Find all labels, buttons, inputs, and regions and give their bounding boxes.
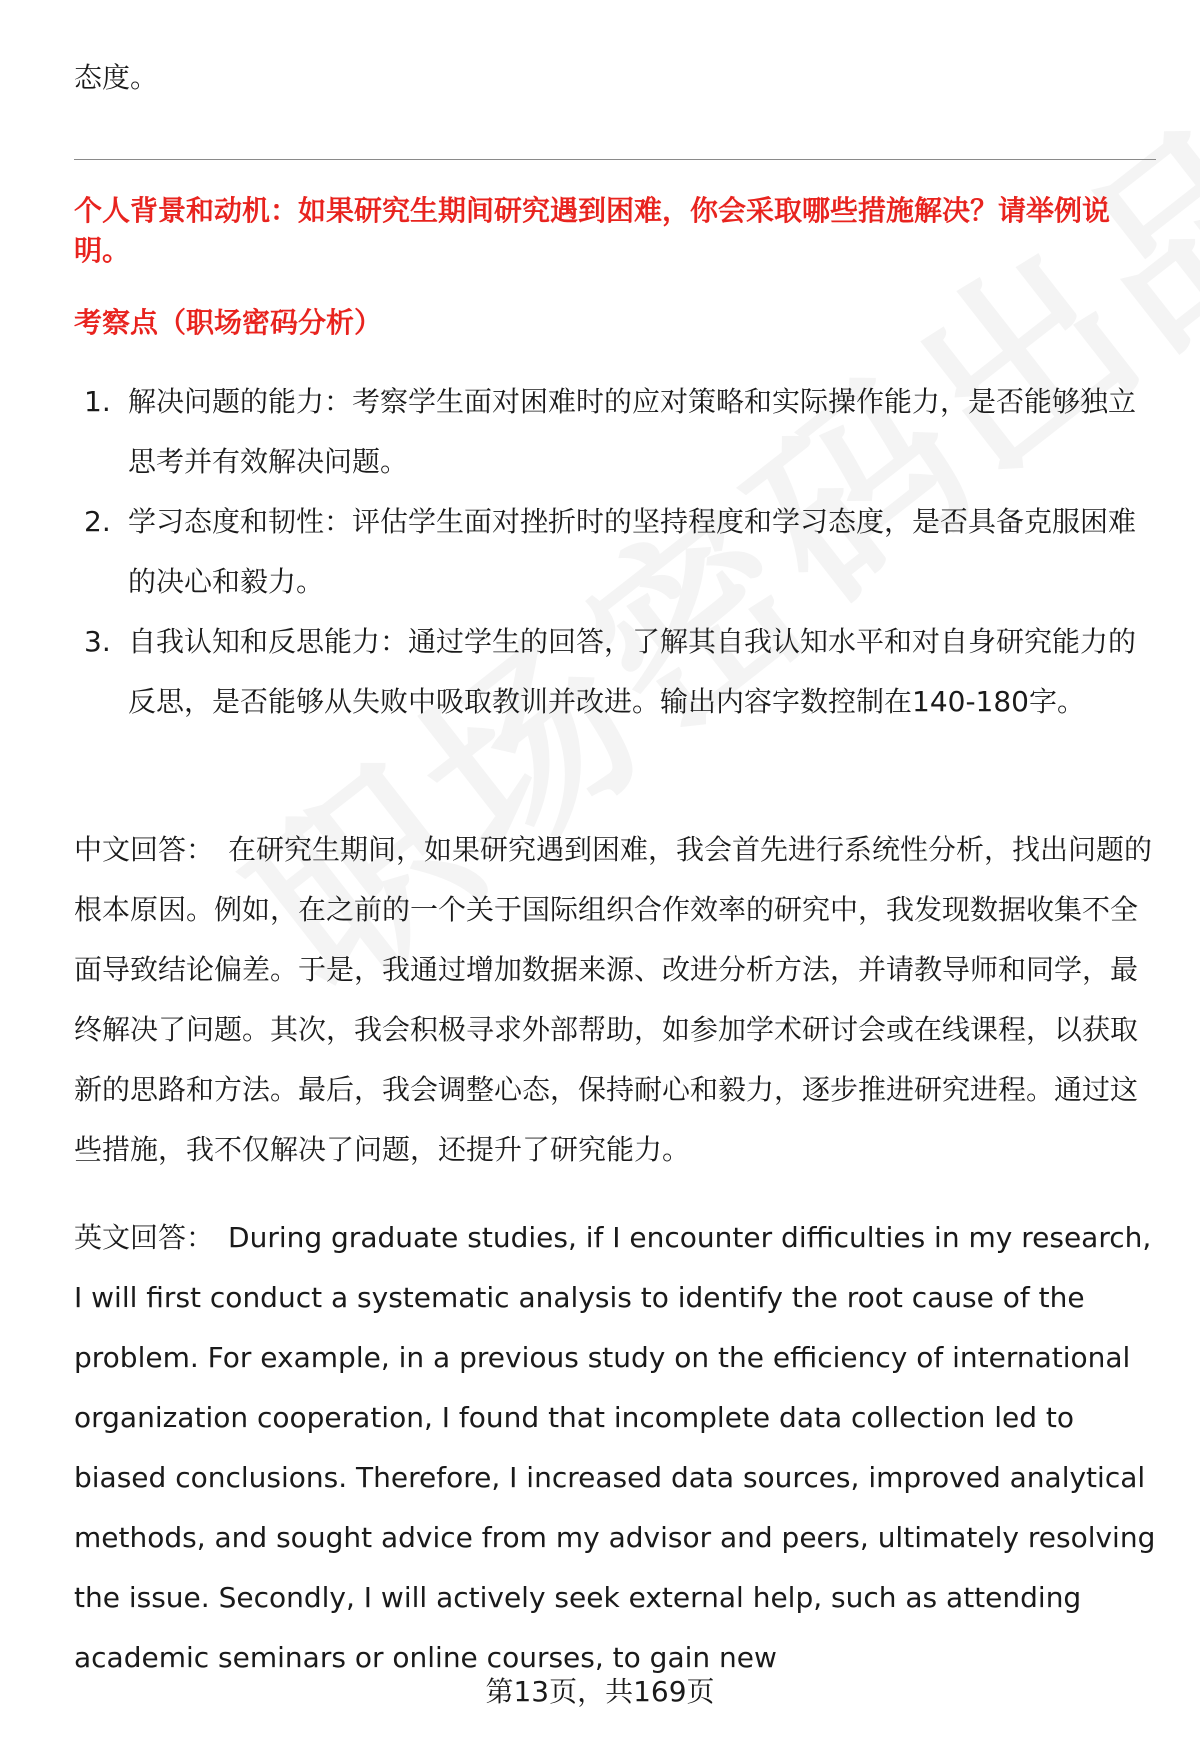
chinese-answer: [74, 820, 1156, 1180]
chinese-answer-label: 中文回答：: [74, 833, 215, 866]
assessment-list: [74, 372, 1156, 732]
english-answer-text: During graduate studies, if I encounter difficulties in my research, I will first conduct a systematic analysis to identify the root cause of the problem. For example, in a previous study on the efficiency of international organization cooperation, I found that incomplete data collection led to biased conclusions. Therefore, I increased data sources, improved analytical methods, and sought advice from my advisor and peers, ultimately resolving the issue. Secondly, I will actively seek external help, such as attending academic seminars or online courses, to gain new: [74, 1221, 1156, 1674]
assessment-item: [74, 372, 1156, 492]
continuation-text: 态度。: [74, 61, 159, 94]
assessment-item-number: 3.: [84, 625, 111, 658]
assessment-item: [74, 612, 1156, 732]
english-answer: [74, 1208, 1156, 1688]
assessment-item-text: 自我认知和反思能力：通过学生的回答，了解其自我认知水平和对自身研究能力的反思，是否能够从失败中吸取教训并改进。输出内容字数控制在140-180字。: [128, 625, 1137, 718]
assessment-item-text: 学习态度和韧性：评估学生面对挫折时的坚持程度和学习态度，是否具备克服困难的决心和毅力。: [128, 505, 1137, 598]
english-answer-label: 英文回答：: [74, 1221, 215, 1254]
question-title: 个人背景和动机：如果研究生期间研究遇到困难，你会采取哪些措施解决？请举例说明。: [74, 194, 1111, 267]
chinese-answer-text: 在研究生期间，如果研究遇到困难，我会首先进行系统性分析，找出问题的根本原因。例如，在之前的一个关于国际组织合作效率的研究中，我发现数据收集不全面导致结论偏差。于是，我通过增加数据来源、改进分析方法，并请教导师和同学，最终解决了问题。其次，我会积极寻求外部帮助，如参加学术研讨会或在线课程，以获取新的思路和方法。最后，我会调整心态，保持耐心和毅力，逐步推进研究进程。通过这些措施，我不仅解决了问题，还提升了研究能力。: [74, 833, 1153, 1166]
document-page: [74, 0, 1156, 1755]
assessment-item: [74, 492, 1156, 612]
page-number: 第13页，共169页: [485, 1675, 715, 1708]
section-divider: [74, 159, 1156, 160]
assessment-item-number: 2.: [84, 505, 111, 538]
assessment-item-text: 解决问题的能力：考察学生面对困难时的应对策略和实际操作能力，是否能够独立思考并有效解决问题。: [128, 385, 1137, 478]
assessment-item-number: 1.: [84, 385, 111, 418]
assessment-heading: 考察点（职场密码分析）: [74, 306, 383, 339]
